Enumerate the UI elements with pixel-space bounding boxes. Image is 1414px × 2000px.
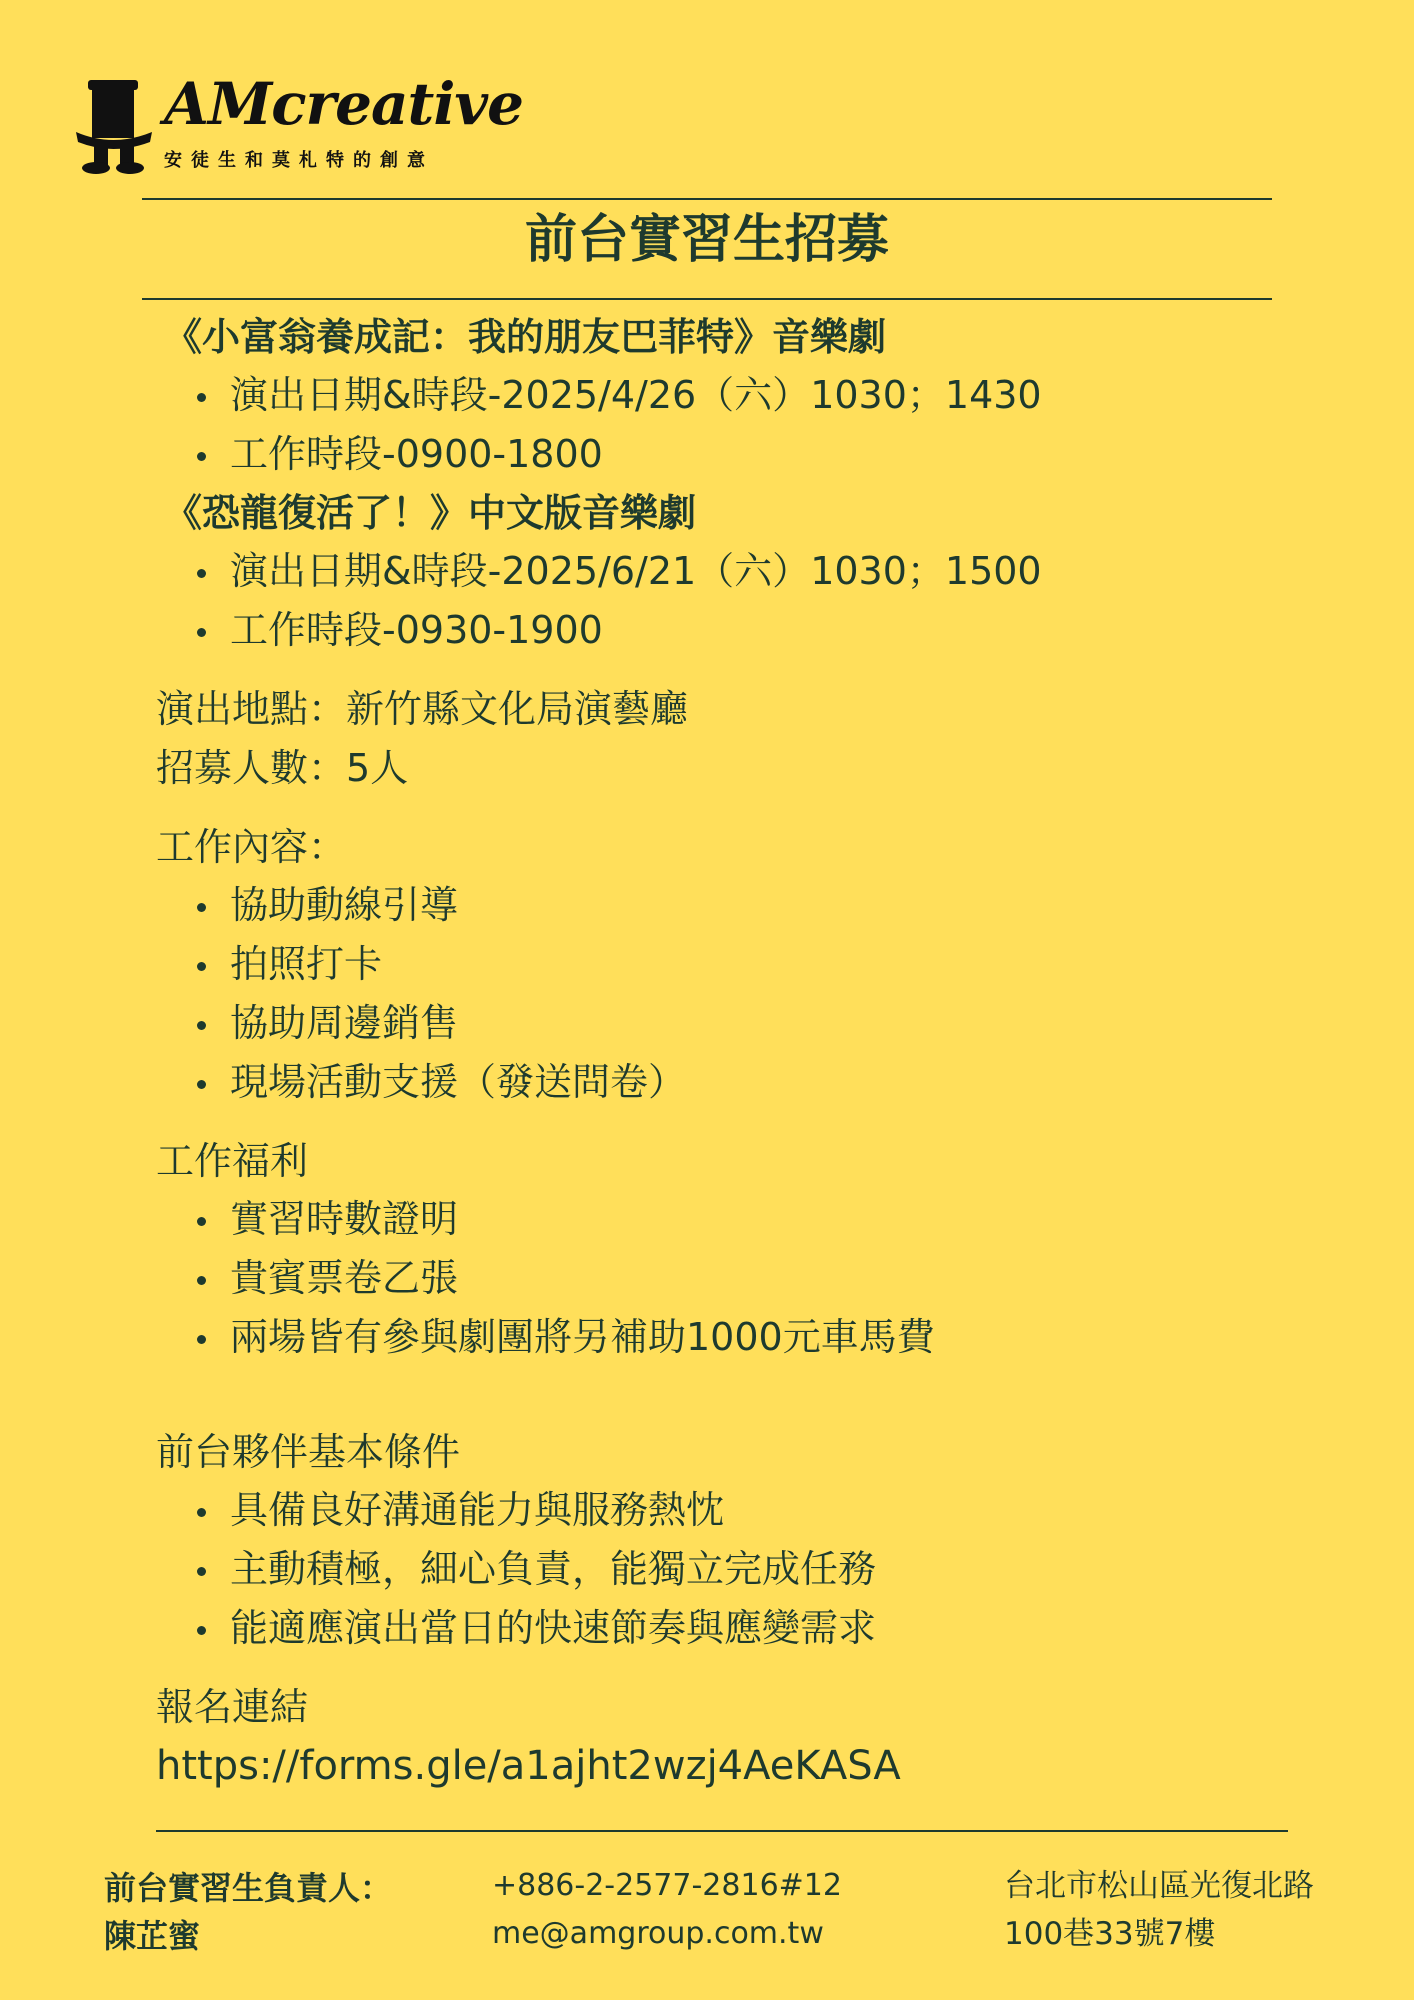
list-item: 能適應演出當日的快速節奏與應變需求 [156, 1599, 1296, 1658]
title-top-divider [142, 198, 1272, 200]
title-bottom-divider [142, 298, 1272, 300]
page-title: 前台實習生招募 [524, 210, 889, 270]
footer-address [1004, 1862, 1314, 1958]
requirements-list [156, 1481, 1296, 1658]
show-details-1 [156, 366, 1296, 484]
benefits-list [156, 1190, 1296, 1367]
list-item: 協助周邊銷售 [156, 994, 1296, 1053]
contact-name: 陳芷蜜 [104, 1917, 201, 1955]
list-item: 貴賓票卷乙張 [156, 1249, 1296, 1308]
list-item: 工作時段-0900-1800 [156, 425, 1296, 484]
benefits-heading: 工作福利 [156, 1139, 309, 1183]
show-title-2: 《恐龍復活了！》中文版音樂劇 [164, 491, 697, 535]
email-address[interactable]: me@amgroup.com.tw [492, 1916, 824, 1951]
logo-wordmark: AMcreative [164, 70, 523, 138]
list-item: 演出日期&時段-2025/4/26（六）1030；1430 [156, 366, 1296, 425]
duties-list [156, 876, 1296, 1112]
signup-link[interactable]: https://forms.gle/a1ajht2wzj4AeKASA [156, 1743, 901, 1789]
requirements-heading: 前台夥伴基本條件 [156, 1430, 461, 1474]
list-item: 兩場皆有參與劇團將另補助1000元車馬費 [156, 1308, 1296, 1367]
logo-tagline: 安徒生和莫札特的創意 [164, 150, 434, 171]
list-item: 實習時數證明 [156, 1190, 1296, 1249]
address-line-2: 100巷33號7樓 [1004, 1916, 1216, 1952]
list-item: 主動積極，細心負責，能獨立完成任務 [156, 1540, 1296, 1599]
address-line-1: 台北市松山區光復北路 [1004, 1868, 1314, 1904]
duties-heading: 工作內容： [156, 825, 347, 869]
phone-number[interactable]: +886-2-2577-2816#12 [492, 1868, 842, 1903]
show-block-1 [156, 308, 1296, 484]
list-item: 演出日期&時段-2025/6/21（六）1030；1500 [156, 542, 1296, 601]
show-block-2 [156, 484, 1296, 660]
footer-phone-email [492, 1862, 842, 1958]
footer-divider [156, 1830, 1288, 1832]
list-item: 拍照打卡 [156, 935, 1296, 994]
show-details-2 [156, 542, 1296, 660]
amcreative-logo [72, 70, 523, 176]
list-item: 現場活動支援（發送問卷） [156, 1053, 1296, 1112]
top-hat-icon [72, 78, 156, 174]
main-content [156, 308, 1296, 1796]
venue-text: 演出地點：新竹縣文化局演藝廳 [156, 687, 689, 731]
show-title-1: 《小富翁養成記：我的朋友巴菲特》音樂劇 [164, 315, 887, 359]
signup-heading: 報名連結 [156, 1685, 309, 1729]
list-item: 具備良好溝通能力與服務熱忱 [156, 1481, 1296, 1540]
list-item: 協助動線引導 [156, 876, 1296, 935]
list-item: 工作時段-0930-1900 [156, 601, 1296, 660]
footer-contact [104, 1864, 392, 1960]
headcount-text: 招募人數：5人 [156, 746, 409, 790]
contact-label: 前台實習生負責人： [104, 1869, 393, 1907]
